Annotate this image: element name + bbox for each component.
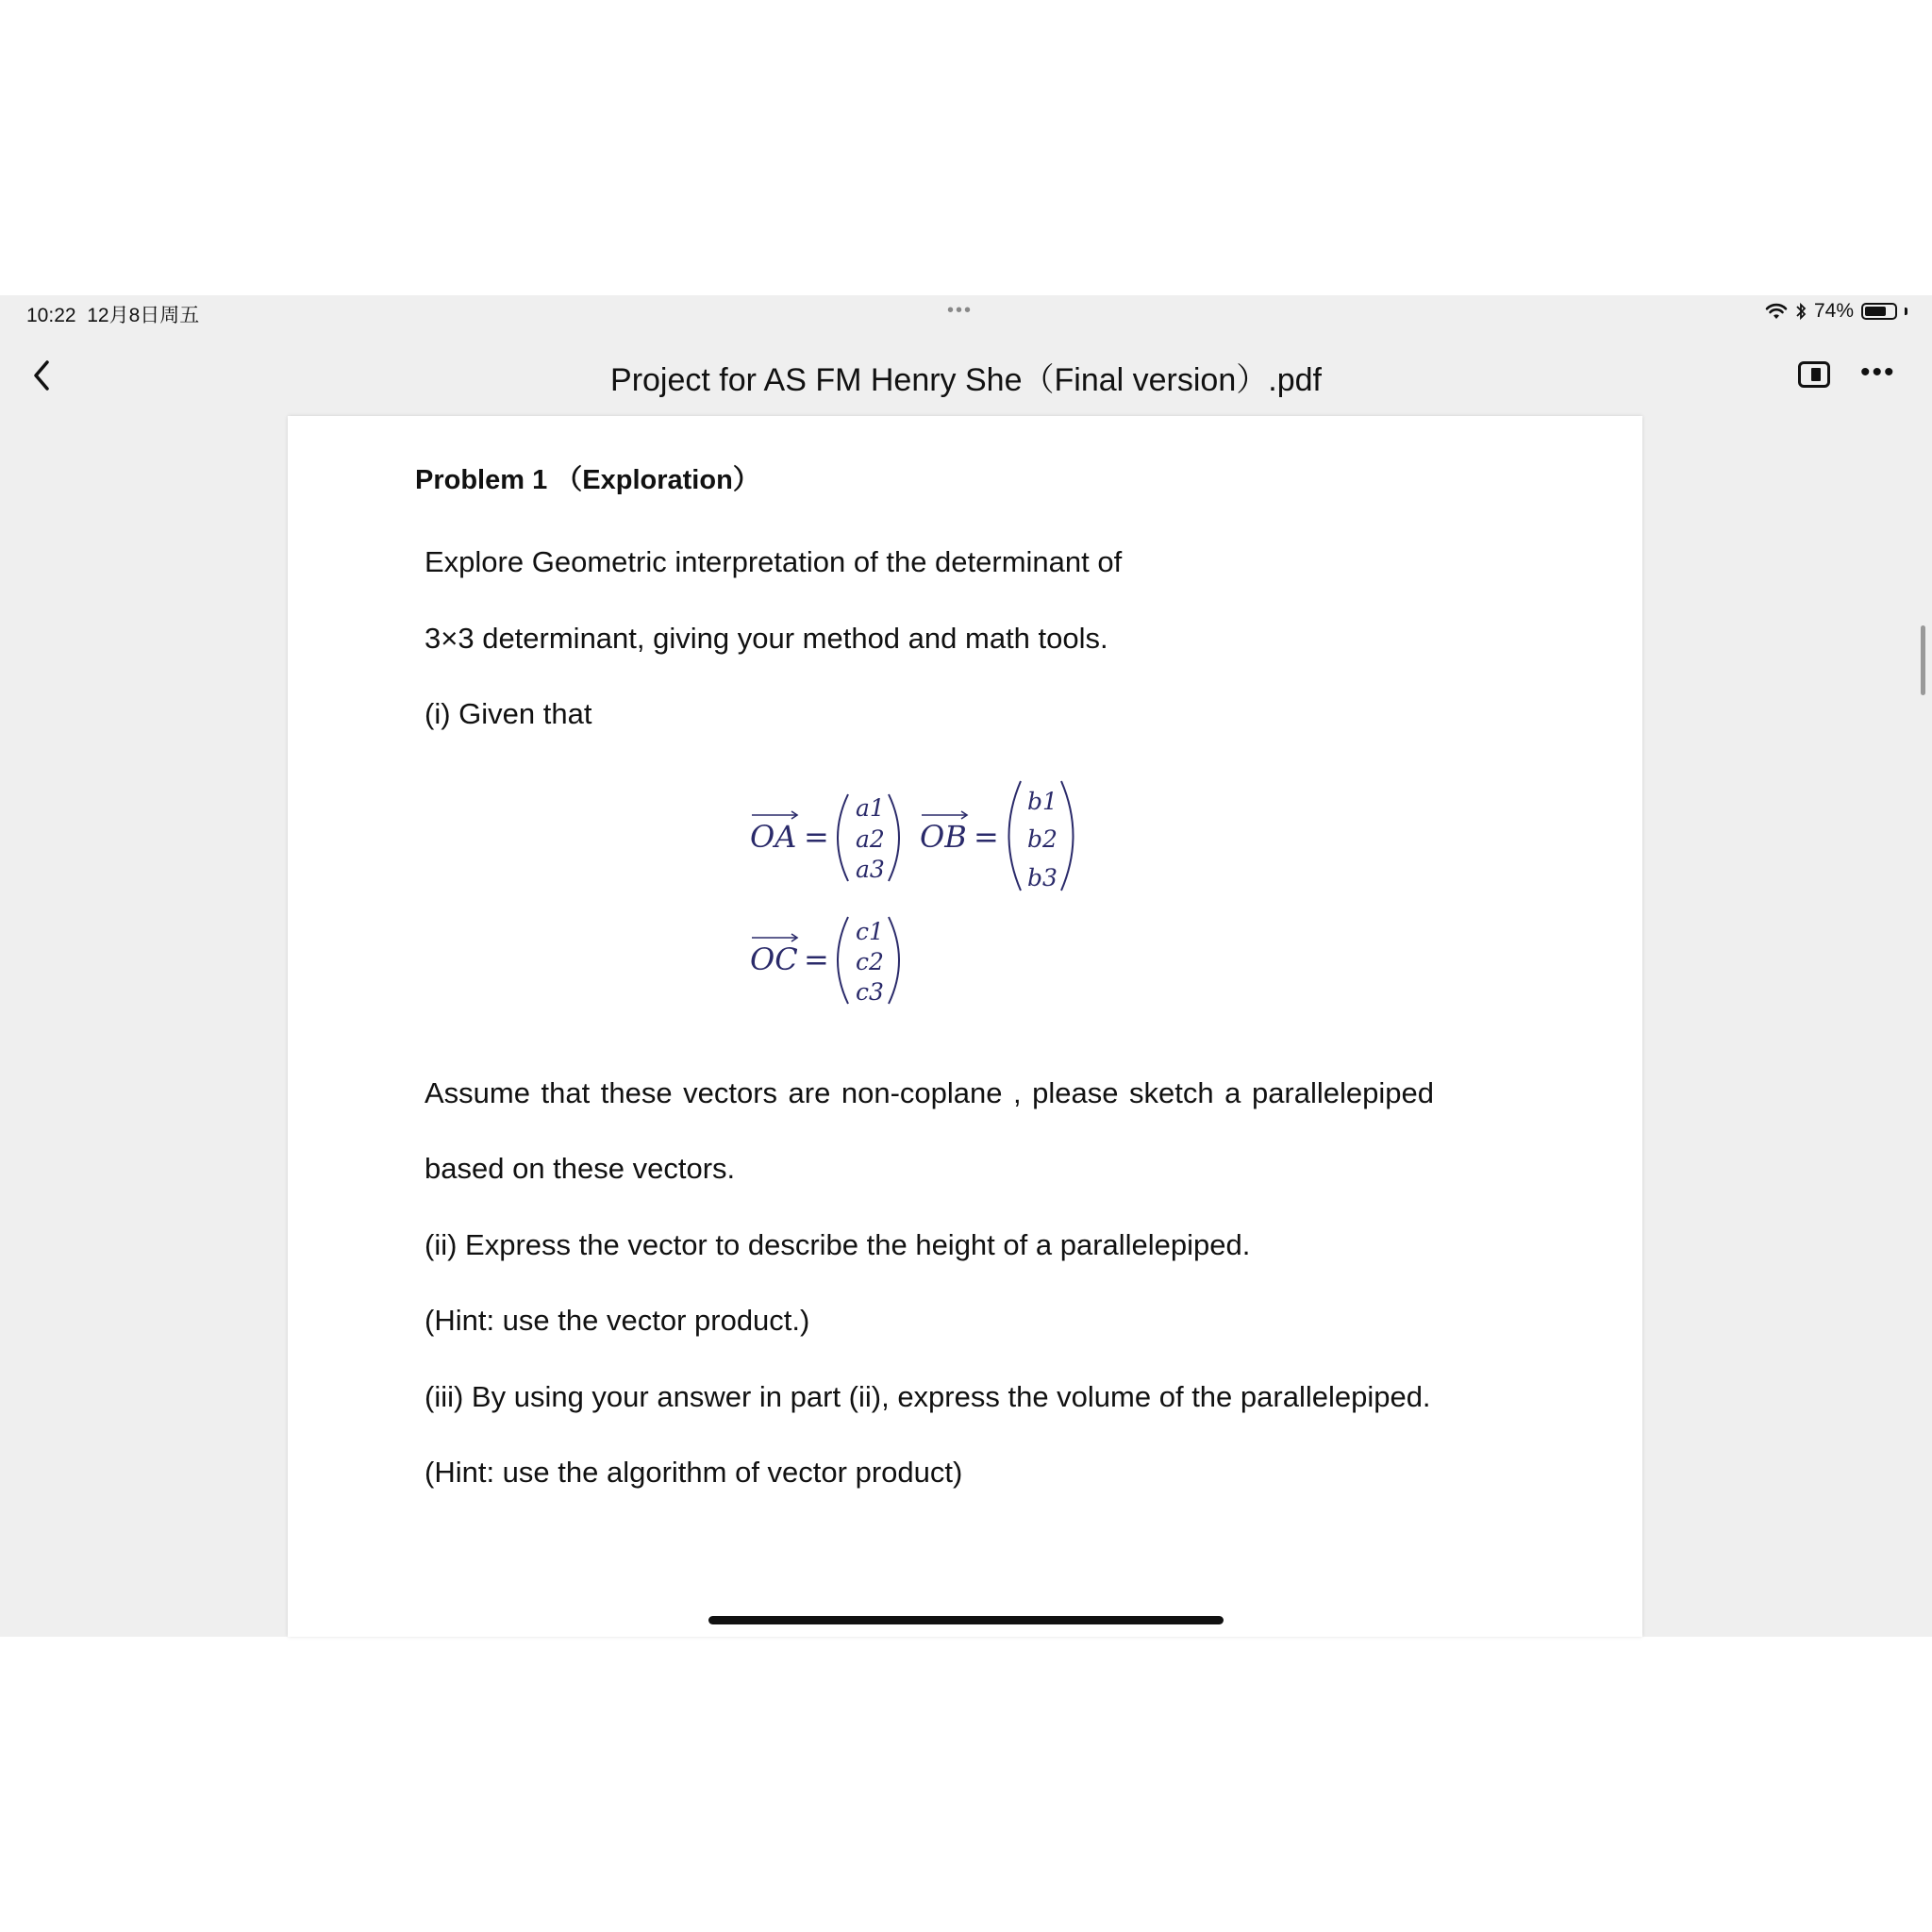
- scrollbar[interactable]: [1921, 625, 1925, 695]
- vector-oa: [750, 794, 899, 883]
- vector-oa-component: a2: [856, 825, 885, 853]
- vector-oa-label: OA: [750, 819, 797, 855]
- vector-oc-label: OC: [750, 941, 798, 977]
- intro-line-1: Explore Geometric interpretation of the determinant of: [425, 545, 1123, 578]
- bluetooth-icon: [1795, 302, 1807, 321]
- status-time: 10:22: [26, 305, 76, 326]
- vector-oc-component: c2: [856, 948, 884, 975]
- vector-oc-component: c1: [856, 918, 884, 945]
- vector-definitions: [750, 760, 1146, 1006]
- multitask-dots[interactable]: •••: [947, 300, 974, 321]
- pdf-page: [288, 416, 1642, 1637]
- vector-ob-label: OB: [920, 819, 967, 855]
- vector-ob-component: b2: [1027, 825, 1058, 853]
- vector-oc-component: c3: [856, 978, 884, 1006]
- vector-ob: [920, 781, 1074, 891]
- assume-line-1: Assume that these vectors are non-coplane , please sketch a parallelepiped: [425, 1076, 1434, 1109]
- vector-ob-component: b1: [1027, 788, 1058, 815]
- battery-percent: 74%: [1813, 300, 1854, 322]
- vector-oa-component: a3: [856, 856, 885, 883]
- battery-nub: [1905, 308, 1907, 315]
- problem-heading: Problem 1 （Exploration）: [415, 465, 760, 495]
- status-bar-clock: [26, 300, 199, 328]
- vector-oa-component: a1: [856, 794, 885, 822]
- equals-sign: =: [974, 819, 999, 855]
- vector-ob-component: b3: [1027, 864, 1058, 891]
- battery-icon: [1861, 303, 1897, 320]
- wifi-icon: [1765, 303, 1788, 320]
- battery-level-fill: [1865, 307, 1886, 316]
- status-date: 12月8日周五: [87, 305, 200, 326]
- document-title: Project for AS FM Henry She（Final version）.pdf: [610, 362, 1322, 398]
- part-i-label: (i) Given that: [425, 697, 592, 730]
- equals-sign: =: [804, 819, 829, 855]
- vector-oc: [750, 917, 899, 1006]
- equals-sign: =: [804, 941, 829, 977]
- hint-ii-text: (Hint: use the vector product.): [425, 1304, 810, 1337]
- intro-line-2: 3×3 determinant, giving your method and math tools.: [425, 622, 1108, 655]
- more-options-button[interactable]: •••: [1860, 357, 1896, 388]
- sidebar-toggle-icon: [1811, 368, 1821, 381]
- part-ii-text: (ii) Express the vector to describe the height of a parallelepiped.: [425, 1228, 1251, 1261]
- status-indicators: [1765, 300, 1907, 323]
- home-indicator[interactable]: [708, 1616, 1224, 1624]
- part-iii-text: (iii) By using your answer in part (ii), express the volume of the parallelepiped.: [425, 1380, 1431, 1413]
- hint-iii-text: (Hint: use the algorithm of vector product): [425, 1456, 963, 1489]
- sidebar-toggle-button[interactable]: [1798, 361, 1830, 388]
- assume-line-2: based on these vectors.: [425, 1152, 736, 1185]
